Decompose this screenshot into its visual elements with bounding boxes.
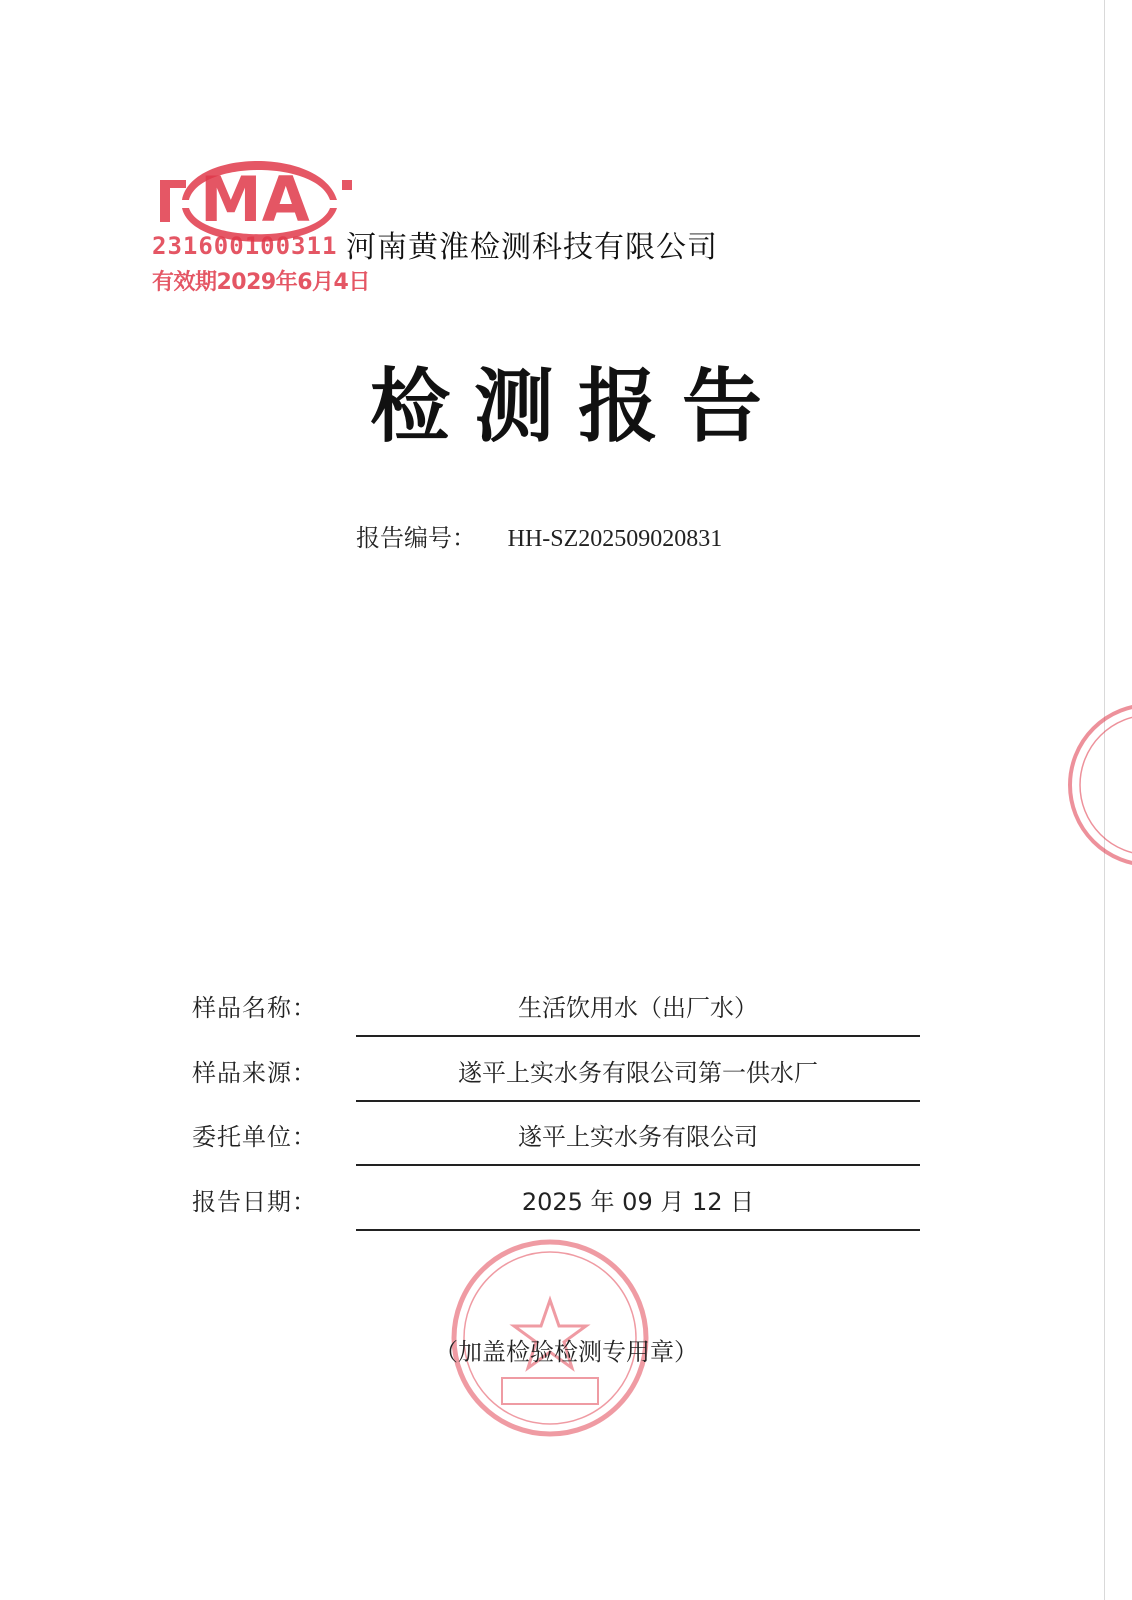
company-name: 河南黄淮检测科技有限公司 [346, 230, 718, 265]
seal-note: （加盖检验检测专用章） [434, 1338, 698, 1366]
report-date-label: 报告日期： [192, 1188, 317, 1216]
cma-stamp-text: MA [200, 163, 310, 236]
cma-validity-date: 有效期2029年6月4日 [152, 270, 370, 295]
edge-seal-stamp [1060, 700, 1132, 870]
client-underline [356, 1164, 920, 1166]
sample-source-value: 遂平上实水务有限公司第一供水厂 [458, 1059, 818, 1087]
sample-source-label: 样品来源： [192, 1059, 317, 1087]
sample-name-value: 生活饮用水（出厂水） [518, 994, 758, 1022]
report-number-label: 报告编号： [356, 524, 476, 552]
sample-name-underline [356, 1035, 920, 1037]
report-number-value: HH-SZ202509020831 [507, 526, 723, 552]
client-label: 委托单位： [192, 1123, 317, 1151]
report-number [356, 518, 722, 553]
sample-source-underline [356, 1100, 920, 1102]
cma-certificate-code: 231600100311 [152, 232, 338, 260]
report-title: 检测报告 [370, 360, 786, 453]
sample-name-label: 样品名称： [192, 994, 317, 1022]
report-date-value: 2025 年 09 月 12 日 [521, 1188, 755, 1216]
client-value: 遂平上实水务有限公司 [518, 1123, 758, 1151]
